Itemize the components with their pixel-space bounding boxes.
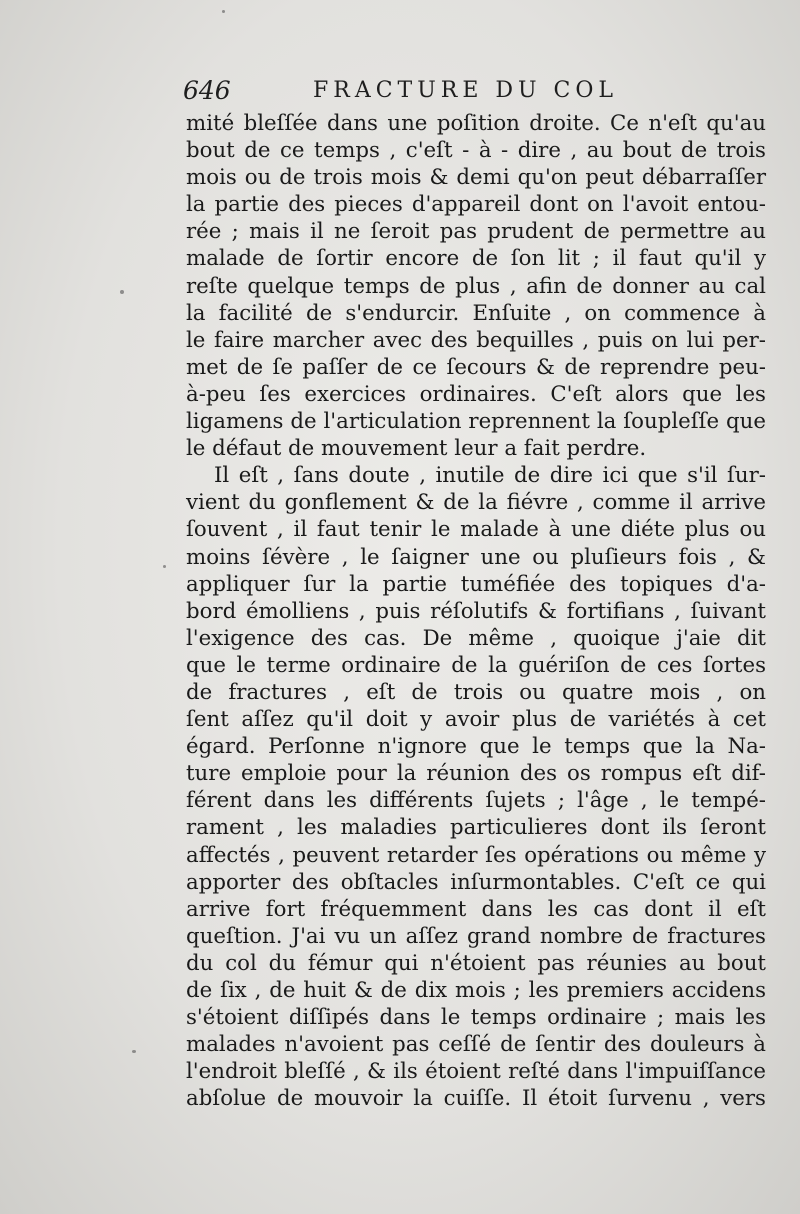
text-line: mois ou de trois mois & demi qu'on peut débarraſſer <box>186 165 766 191</box>
paper-speck <box>163 565 166 568</box>
paper-speck <box>222 10 225 13</box>
text-line: met de ſe paſſer de ce ſecours & de reprendre peu- <box>186 354 766 380</box>
paragraph-1 <box>186 110 766 462</box>
text-line: queſtion. J'ai vu un aſſez grand nombre de fractures <box>186 923 766 949</box>
paper-speck <box>120 290 124 294</box>
text-line: ture emploie pour la réunion des os rompus eſt dif- <box>186 761 766 787</box>
text-line: du col du fémur qui n'étoient pas réunies au bout <box>186 950 766 976</box>
text-line: appliquer ſur la partie tuméfiée des topiques d'a- <box>186 571 766 597</box>
running-title: FRACTURE DU COL <box>313 78 619 103</box>
text-line: reſte quelque temps de plus , afin de donner au cal <box>186 273 766 299</box>
text-line: ſouvent , il faut tenir le malade à une diéte plus ou <box>186 517 766 543</box>
text-line: s'étoient diſſipés dans le temps ordinaire ; mais les <box>186 1005 766 1031</box>
text-line: que le terme ordinaire de la guériſon de ces ſortes <box>186 652 766 678</box>
text-line: mité bleſſée dans une poſition droite. Ce n'eſt qu'au <box>186 111 766 136</box>
text-line: affectés , peuvent retarder ſes opérations ou même y <box>186 842 766 868</box>
text-line: de fractures , eſt de trois ou quatre mois , on <box>186 679 766 705</box>
text-line: malades n'avoient pas ceſſé de ſentir des douleurs à <box>186 1032 766 1058</box>
text-line: moins ſévère , le ſaigner une ou pluſieurs fois , & <box>186 544 766 570</box>
text-line: le défaut de mouvement leur a fait perdre. <box>186 436 647 462</box>
text-line: égard. Perſonne n'ignore que le temps que la Na- <box>186 734 766 760</box>
text-line: de ſix , de huit & de dix mois ; les premiers accidens <box>186 978 766 1003</box>
text-line: l'exigence des cas. De même , quoique j'aie dit <box>186 625 766 651</box>
body-text <box>186 110 766 1112</box>
text-line: ſent aſſez qu'il doit y avoir plus de variétés à cet <box>186 707 766 733</box>
text-line: férent dans les différents ſujets ; l'âge , le tempé- <box>186 788 766 814</box>
text-line: arrive fort fréquemment dans les cas dont il eſt <box>186 896 766 922</box>
text-line: à-peu ſes exercices ordinaires. C'eſt alors que les <box>186 381 766 407</box>
text-line: apporter des obſtacles inſurmontables. C'eſt ce qui <box>186 869 766 895</box>
text-line: abſolue de mouvoir la cuiſſe. Il étoit ſurvenu , vers <box>186 1086 766 1112</box>
paragraph-2 <box>186 462 766 1112</box>
text-line: vient du gonflement & de la fiévre , comme il arrive <box>186 490 766 516</box>
text-line: la partie des pieces d'appareil dont on l'avoit entou- <box>186 192 766 218</box>
text-line: bout de ce temps , c'eſt - à - dire , au bout de trois <box>186 138 766 164</box>
text-line: rée ; mais il ne ſeroit pas prudent de permettre au <box>186 219 766 245</box>
text-line: le faire marcher avec des bequilles , puis on lui per- <box>186 327 766 353</box>
text-line: la facilité de s'endurcir. Enſuite , on commence à <box>186 300 766 326</box>
text-line: l'endroit bleſſé , & ils étoient reſté dans l'impuiſſance <box>186 1059 766 1085</box>
page-header <box>183 76 773 108</box>
text-line: Il eſt , ſans doute , inutile de dire ici que s'il ſur- <box>214 463 766 489</box>
page-number: 646 <box>183 76 231 105</box>
text-line: ligamens de l'articulation reprennent la ſoupleſſe que <box>186 409 766 435</box>
text-line: bord émolliens , puis réſolutifs & fortifians , ſuivant <box>186 598 766 624</box>
text-line: malade de ſortir encore de ſon lit ; il faut qu'il y <box>186 246 766 272</box>
text-line: rament , les maladies particulieres dont ils ſeront <box>186 815 766 841</box>
paper-speck <box>132 1050 136 1053</box>
